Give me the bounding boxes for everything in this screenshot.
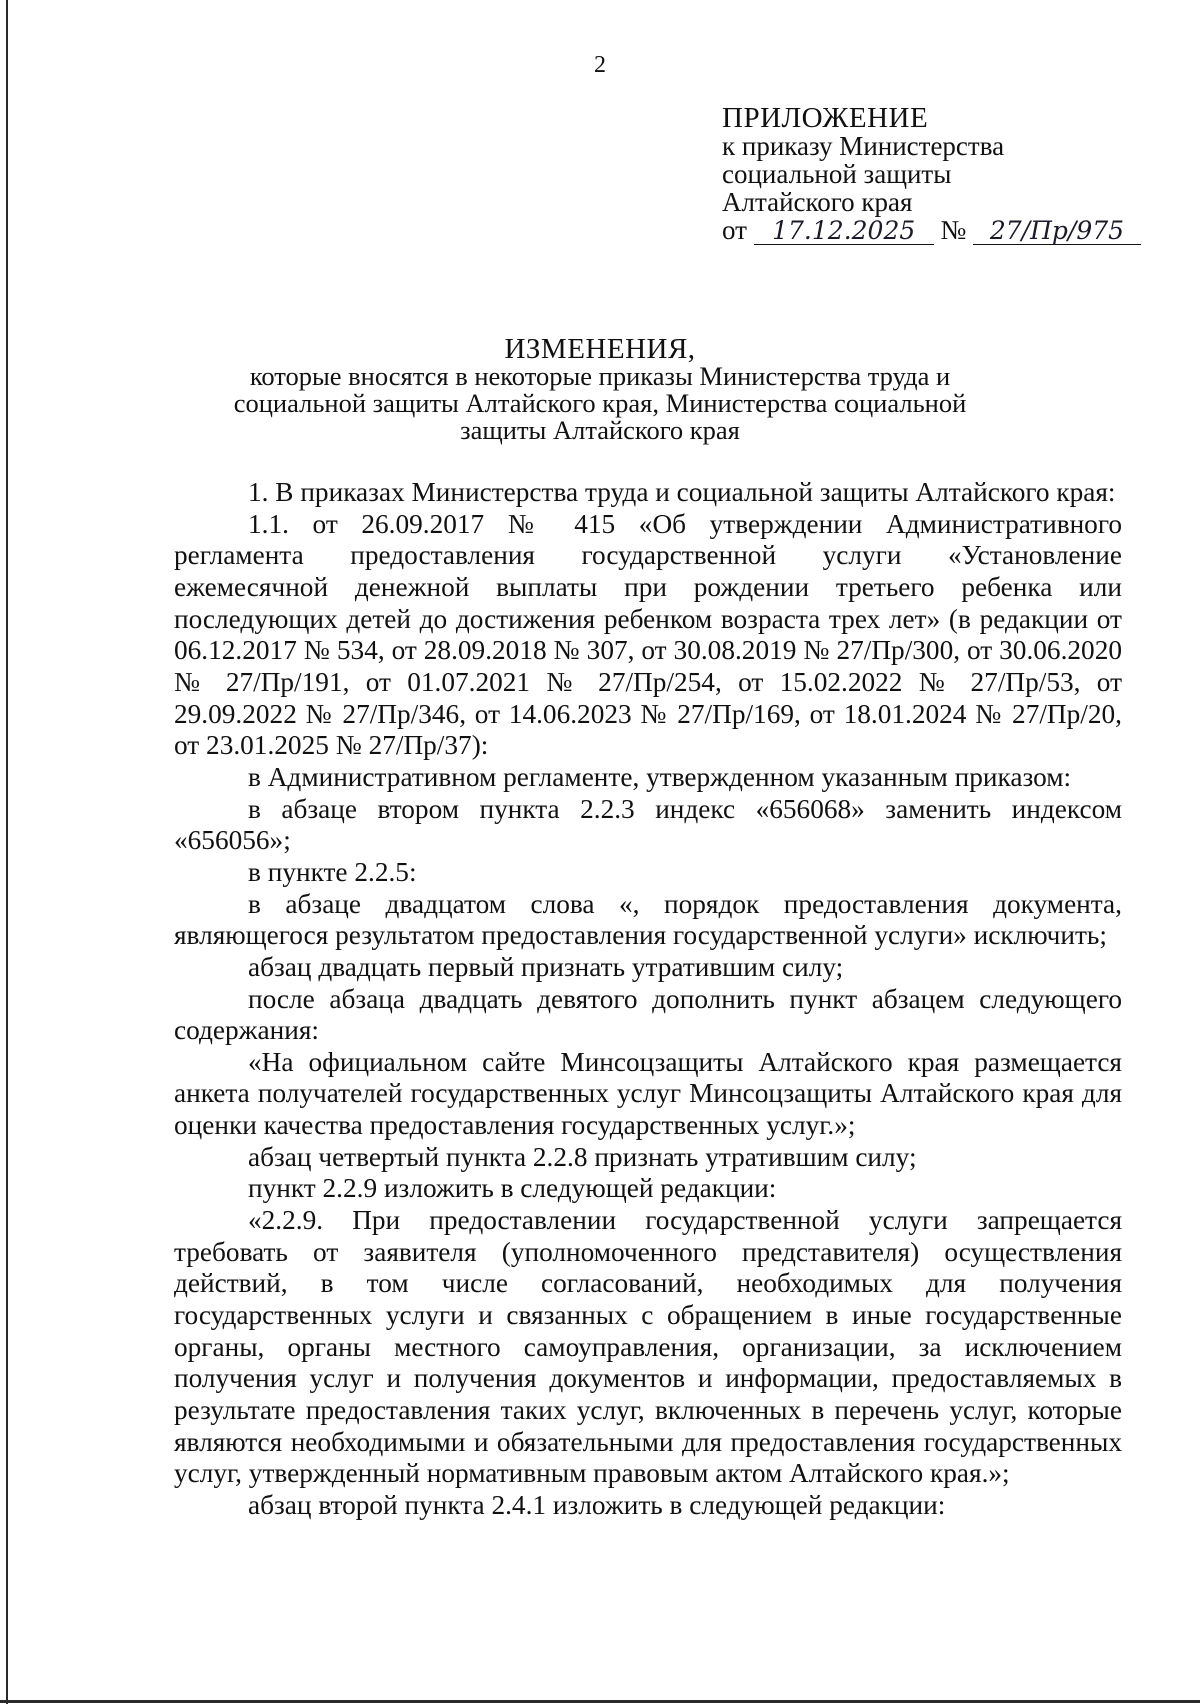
scan-edge-bottom bbox=[0, 1700, 1200, 1703]
number-prefix: № bbox=[940, 215, 967, 245]
document-heading bbox=[170, 333, 1030, 445]
appendix-line-1: к приказу Министерства bbox=[722, 131, 1005, 161]
paragraph-2-4-1: абзац второй пункта 2.4.1 изложить в следующей редакции: bbox=[248, 1490, 946, 1520]
heading-title: ИЗМЕНЕНИЯ, bbox=[504, 333, 696, 365]
paragraph-2-2-8: абзац четвертый пункта 2.2.8 признать утратившим силу; bbox=[248, 1141, 917, 1172]
paragraph-1-1: 1.1. от 26.09.2017 № 415 «Об утверждении Административного регламента предоставления государственной услуги «Установление ежемесячной денежной выплаты при рождении третьего ребенка или последующих детей до достижения ребенком возраста трех лет» (в редакции от 06.12.2017 № 534, от 28.09.2018 № 307, от 30.08.2019 № 27/Пр/300, от 30.06.2020 № 27/Пр/191, от 01.07.2021 № 27/Пр/254, от 15.02.2022 № 27/Пр/53, от 29.09.2022 № 27/Пр/346, от 14.06.2023 № 27/Пр/169, от 18.01.2024 № 27/Пр/20, от 23.01.2025 № 27/Пр/37): bbox=[174, 508, 1122, 761]
paragraph-20th-abzats: в абзаце двадцатом слова «, порядок предоставления документа, являющегося результатом предоставления государственной услуги» исключить; bbox=[174, 888, 1122, 951]
heading-line-1: которые вносятся в некоторые приказы Министерства труда и bbox=[249, 361, 951, 391]
paragraph-index-change: в абзаце втором пункта 2.2.3 индекс «656068» заменить индексом «656056»; bbox=[174, 793, 1122, 856]
page-number: 2 bbox=[594, 52, 606, 78]
heading-line-2: социальной защиты Алтайского края, Министерства социальной bbox=[233, 388, 967, 418]
handwritten-order-number: 27/Пр/975 bbox=[973, 218, 1141, 245]
handwritten-date: 17.12.2025 bbox=[754, 218, 934, 245]
heading-line-3: защиты Алтайского края bbox=[460, 415, 740, 445]
paragraph-after-29th: после абзаца двадцать девятого дополнить пункт абзацем следующего содержания: bbox=[174, 983, 1122, 1046]
paragraph-1: 1. В приказах Министерства труда и социальной защиты Алтайского края: bbox=[248, 477, 1116, 507]
date-prefix: от bbox=[722, 215, 747, 245]
paragraph-2-2-9-intro: пункт 2.2.9 изложить в следующей редакции: bbox=[248, 1173, 777, 1204]
scan-edge-left bbox=[6, 0, 8, 1704]
paragraph-2-2-9-text: «2.2.9. При предоставлении государственной услуги запрещается требовать от заявителя (уполномоченного представителя) осуществления действий, в том числе согласований, необходимых для получения государственных услуги и связанных с обращением в иные государственные органы, органы местного самоуправления, организации, за исключением получения услуг и получения документов и информации, предоставляемых в результате предоставления таких услуг, включенных в перечень услуг, которые являются необходимыми и обязательными для предоставления государственных услуг, утвержденный нормативным правовым актом Алтайского края.»; bbox=[174, 1205, 1122, 1489]
appendix-date-line bbox=[722, 216, 1141, 245]
document-body bbox=[174, 477, 1122, 1522]
appendix-title: ПРИЛОЖЕНИЕ bbox=[722, 102, 929, 134]
paragraph-regulation: в Административном регламенте, утвержденном указанным приказом: bbox=[248, 761, 1072, 792]
paragraph-quote-site: «На официальном сайте Минсоцзащиты Алтайского края размещается анкета получателей государственных услуг Минсоцзащиты Алтайского края для оценки качества предоставления государственных услуг.»; bbox=[174, 1046, 1122, 1141]
appendix-line-2: социальной защиты bbox=[722, 159, 952, 189]
paragraph-2-2-5: в пункте 2.2.5: bbox=[248, 856, 417, 887]
appendix-line-3: Алтайского края bbox=[722, 187, 913, 217]
appendix-block bbox=[722, 104, 1141, 245]
paragraph-21st-abzats: абзац двадцать первый признать утратившим силу; bbox=[248, 951, 844, 982]
